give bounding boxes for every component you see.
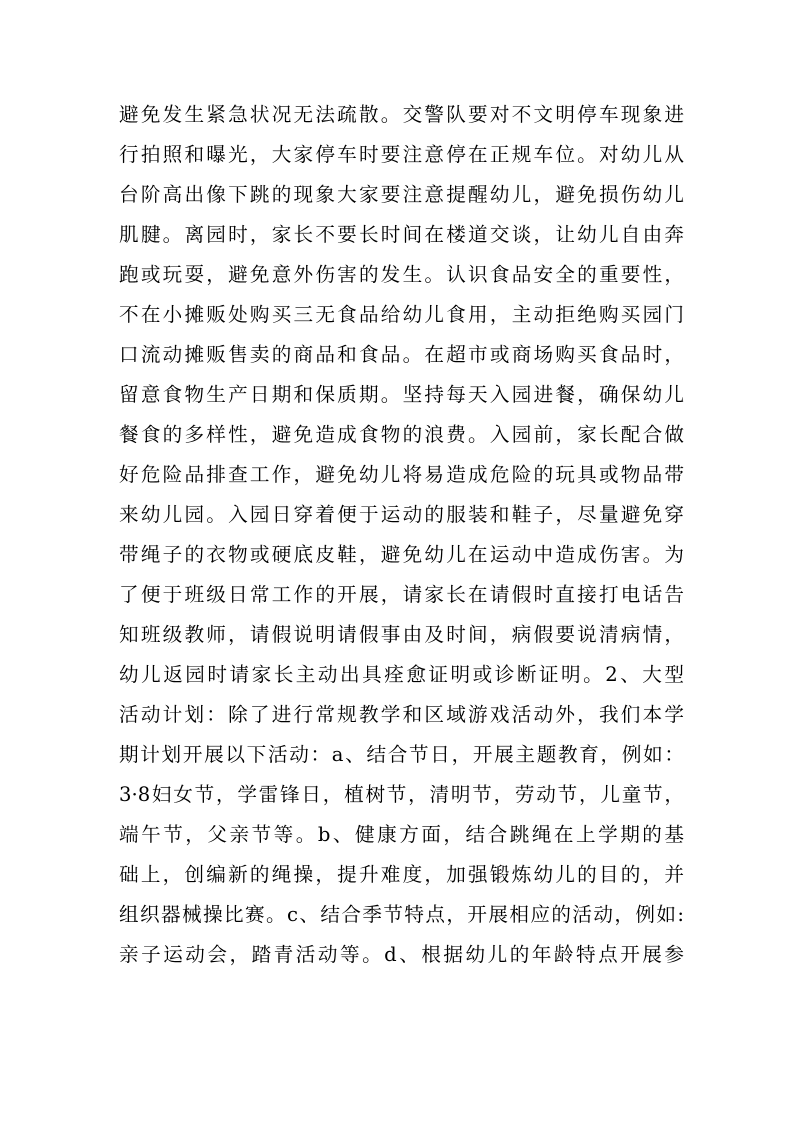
text-line: 亲子运动会，踏青活动等。d、根据幼儿的年龄特点开展参 (119, 943, 684, 966)
text-line: 期计划开展以下活动：a、结合节日，开展主题教育，例如： (119, 743, 684, 766)
text-line: 3·8妇女节，学雷锋日，植树节，清明节，劳动节，儿童节， (119, 783, 684, 806)
text-line: 好危险品排查工作，避免幼儿将易造成危险的玩具或物品带 (119, 463, 684, 486)
text-line: 肌腱。离园时，家长不要长时间在楼道交谈，让幼儿自由奔 (119, 223, 684, 246)
text-line: 带绳子的衣物或硬底皮鞋，避免幼儿在运动中造成伤害。为 (119, 543, 684, 566)
text-line: 避免发生紧急状况无法疏散。交警队要对不文明停车现象进 (119, 103, 684, 126)
text-line: 知班级教师，请假说明请假事由及时间，病假要说清病情， (119, 623, 684, 646)
text-line: 口流动摊贩售卖的商品和食品。在超市或商场购买食品时， (119, 343, 684, 366)
body-text (119, 95, 684, 975)
text-line: 组织器械操比赛。c、结合季节特点，开展相应的活动，例如: (119, 903, 684, 926)
text-line: 行拍照和曝光，大家停车时要注意停在正规车位。对幼儿从 (119, 143, 684, 166)
text-line: 端午节，父亲节等。b、健康方面，结合跳绳在上学期的基 (119, 823, 684, 846)
text-line: 不在小摊贩处购买三无食品给幼儿食用，主动拒绝购买园门 (119, 303, 684, 326)
text-line: 餐食的多样性，避免造成食物的浪费。入园前，家长配合做 (119, 423, 684, 446)
text-line: 留意食物生产日期和保质期。坚持每天入园进餐，确保幼儿 (119, 383, 684, 406)
text-line: 跑或玩耍，避免意外伤害的发生。认识食品安全的重要性， (119, 263, 684, 286)
text-line: 台阶高出像下跳的现象大家要注意提醒幼儿，避免损伤幼儿 (119, 183, 684, 206)
text-line: 幼儿返园时请家长主动出具痊愈证明或诊断证明。2、大型 (119, 663, 684, 686)
text-line: 了便于班级日常工作的开展，请家长在请假时直接打电话告 (119, 583, 684, 606)
text-line: 活动计划：除了进行常规教学和区域游戏活动外，我们本学 (119, 703, 684, 726)
text-line: 础上，创编新的绳操，提升难度，加强锻炼幼儿的目的，并 (119, 863, 684, 886)
text-line: 来幼儿园。入园日穿着便于运动的服装和鞋子，尽量避免穿 (119, 503, 684, 526)
